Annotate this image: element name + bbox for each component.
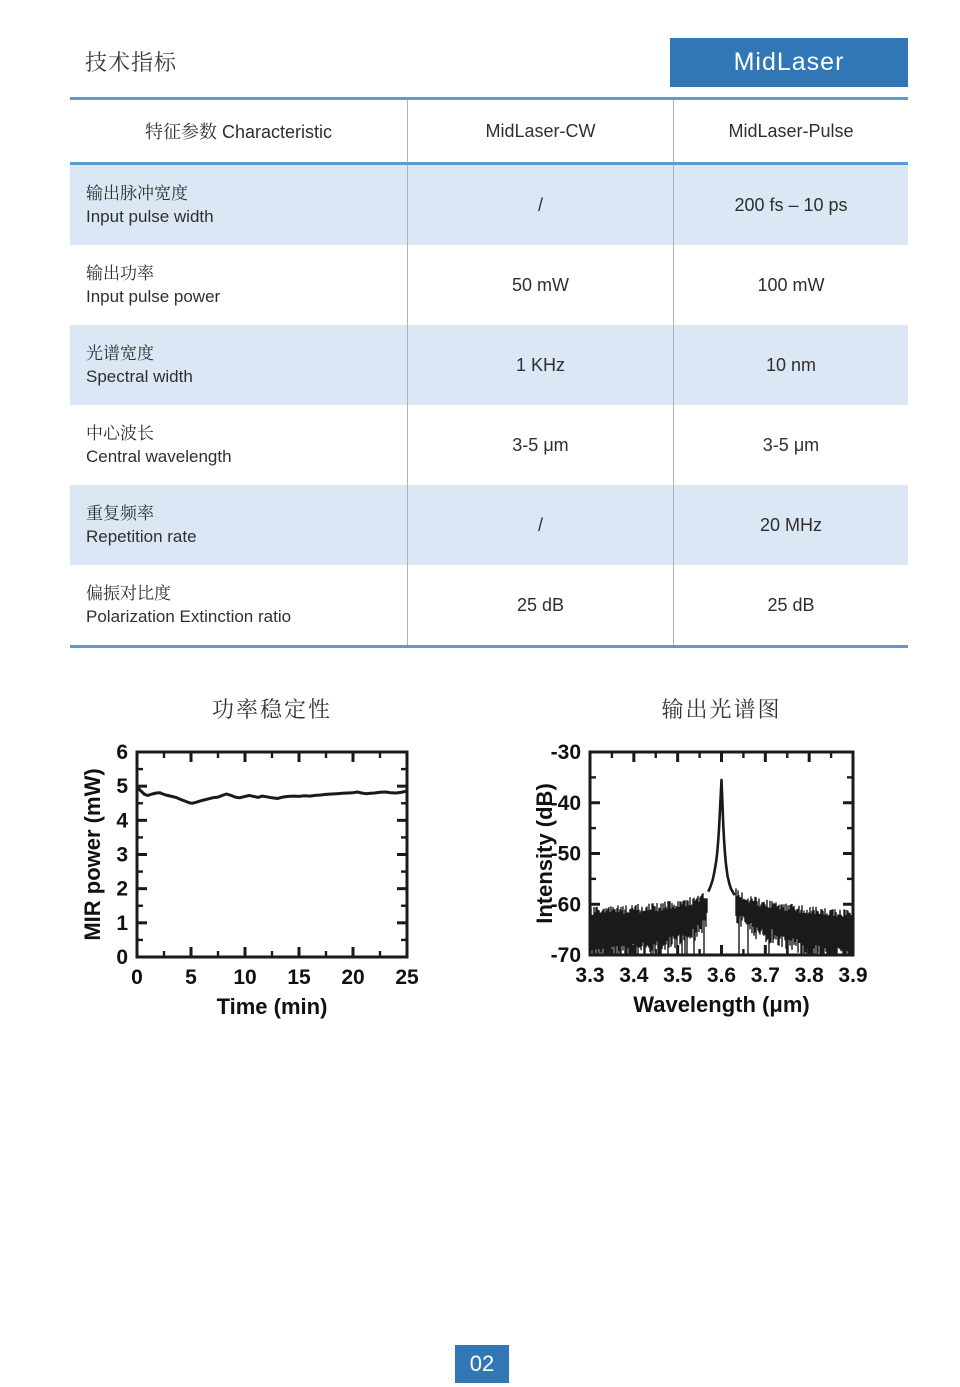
- svg-text:25: 25: [395, 966, 419, 989]
- characteristic-cell: [70, 245, 408, 325]
- table-row: [70, 245, 908, 325]
- svg-text:3.6: 3.6: [706, 964, 737, 987]
- characteristic-cell: [70, 165, 408, 245]
- power-stability-chart-title: 功率稳定性: [211, 697, 332, 722]
- column-header-cw: MidLaser-CW: [408, 100, 674, 162]
- characteristic-en: Repetition rate: [86, 527, 197, 546]
- brand-badge: MidLaser: [670, 38, 908, 87]
- table-row: [70, 565, 908, 645]
- table-row: [70, 405, 908, 485]
- cw-value-cell: 25 dB: [408, 565, 674, 645]
- svg-text:-40: -40: [550, 791, 581, 815]
- characteristic-en: Spectral width: [86, 367, 193, 386]
- characteristic-cell: [70, 485, 408, 565]
- svg-text:3.7: 3.7: [750, 964, 780, 987]
- page-title: 技术指标: [85, 50, 178, 75]
- svg-text:15: 15: [287, 966, 311, 989]
- cw-value-cell: 50 mW: [408, 245, 674, 325]
- characteristic-en: Input pulse power: [86, 287, 221, 306]
- table-header-row: [70, 100, 908, 162]
- svg-text:1: 1: [116, 911, 128, 935]
- characteristic-cell: [70, 405, 408, 485]
- pulse-value-cell: 3-5 μm: [762, 434, 820, 455]
- characteristic-zh: 中心波长: [86, 424, 154, 443]
- characteristic-zh: 重复频率: [86, 504, 154, 523]
- output-spectrum-chart: [520, 690, 960, 1025]
- svg-text:-50: -50: [550, 842, 581, 866]
- svg-text:5: 5: [185, 966, 197, 989]
- svg-text:-30: -30: [550, 741, 581, 764]
- table-row: [70, 485, 908, 565]
- cw-value-cell: 3-5 μm: [408, 405, 674, 485]
- characteristic-zh: 光谱宽度: [86, 344, 154, 363]
- power-stability-chart: [70, 690, 510, 1025]
- pulse-value-cell: 100 mW: [757, 274, 825, 295]
- svg-text:10: 10: [233, 966, 257, 989]
- svg-text:3.5: 3.5: [663, 964, 693, 987]
- svg-text:Time (min): Time (min): [216, 994, 328, 1019]
- svg-text:MIR power (mW): MIR power (mW): [80, 768, 105, 941]
- svg-text:3.9: 3.9: [838, 964, 868, 987]
- svg-text:3.4: 3.4: [619, 964, 649, 987]
- spec-table: [70, 97, 908, 648]
- svg-text:Intensity (dB): Intensity (dB): [532, 783, 557, 924]
- column-header-pulse: MidLaser-Pulse: [728, 120, 854, 141]
- characteristic-zh: 输出脉冲宽度: [86, 184, 188, 203]
- svg-text:5: 5: [116, 775, 128, 799]
- svg-text:0: 0: [131, 966, 143, 989]
- characteristic-cell: [70, 565, 408, 645]
- table-row: [70, 325, 908, 405]
- svg-text:3: 3: [116, 843, 128, 867]
- page-number: 02: [455, 1345, 509, 1383]
- svg-text:2: 2: [116, 877, 128, 901]
- characteristic-cell: [70, 325, 408, 405]
- svg-text:3.3: 3.3: [575, 964, 605, 987]
- svg-text:-70: -70: [550, 944, 581, 967]
- cw-value-cell: /: [408, 485, 674, 565]
- characteristic-en: Central wavelength: [86, 447, 232, 466]
- cw-value-cell: 1 KHz: [408, 325, 674, 405]
- pulse-value-cell: 25 dB: [767, 594, 815, 615]
- svg-text:0: 0: [116, 946, 128, 969]
- pulse-value-cell: 200 fs – 10 ps: [734, 194, 848, 215]
- spec-table-rows: [70, 165, 908, 645]
- characteristic-zh: 偏振对比度: [86, 584, 171, 603]
- output-spectrum-chart-title: 输出光谱图: [661, 697, 782, 722]
- characteristic-en: Input pulse width: [86, 207, 214, 226]
- svg-text:20: 20: [341, 966, 365, 989]
- table-bottom-border: [70, 645, 908, 648]
- svg-text:Wavelength (μm): Wavelength (μm): [633, 992, 810, 1017]
- svg-text:-60: -60: [550, 893, 581, 917]
- pulse-value-cell: 20 MHz: [759, 514, 822, 535]
- pulse-value-cell: 10 nm: [765, 354, 817, 375]
- column-header-characteristic: 特征参数 Characteristic: [70, 100, 408, 162]
- table-row: [70, 165, 908, 245]
- svg-text:3.8: 3.8: [794, 964, 824, 987]
- cw-value-cell: /: [408, 165, 674, 245]
- svg-text:6: 6: [116, 741, 128, 764]
- characteristic-zh: 输出功率: [86, 264, 154, 283]
- svg-text:4: 4: [116, 809, 128, 833]
- characteristic-en: Polarization Extinction ratio: [86, 607, 292, 626]
